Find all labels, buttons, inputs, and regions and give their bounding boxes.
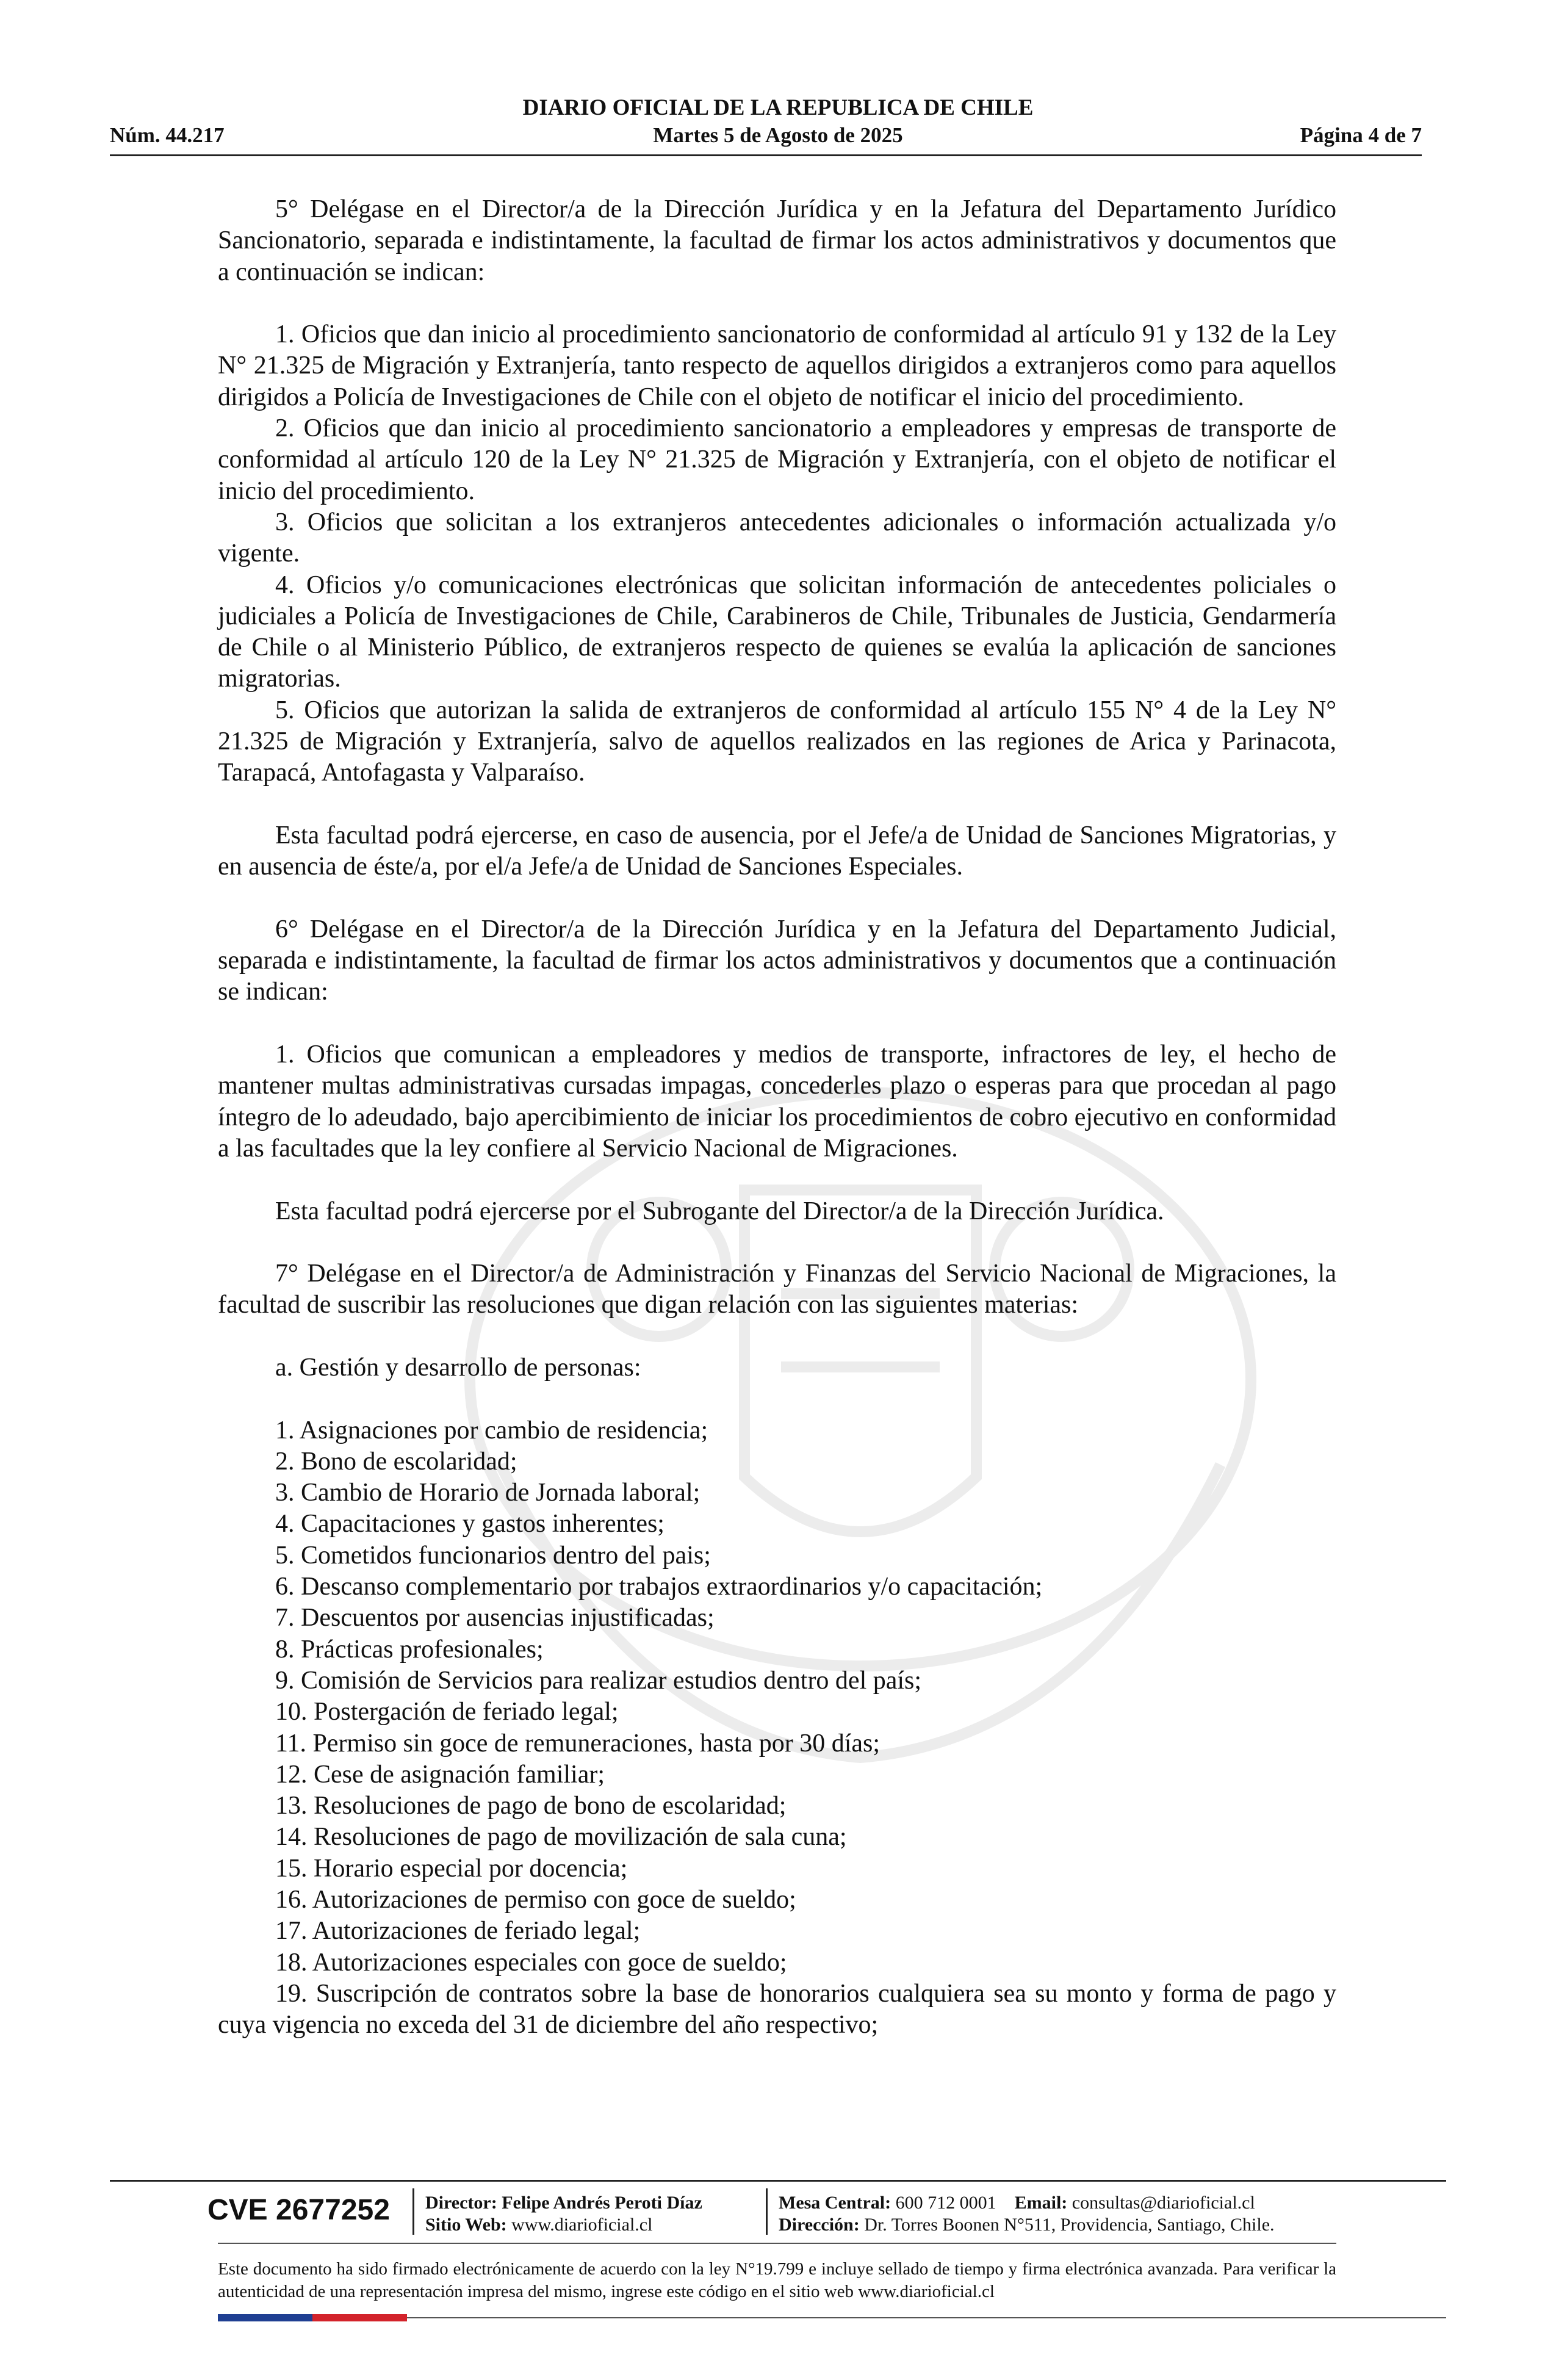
list-item: 17. Autorizaciones de feriado legal; xyxy=(275,1917,641,1945)
list-item: 9. Comisión de Servicios para realizar estudios dentro del país; xyxy=(275,1666,922,1695)
footer-divider-mid xyxy=(218,2243,1336,2244)
list-item: 13. Resoluciones de pago de bono de escolaridad; xyxy=(275,1792,787,1820)
paragraph-delegation-note: Esta facultad podrá ejercerse, en caso de ausencia, por el Jefe/a de Unidad de Sanciones Migratorias, y en ausencia de éste/a, por el/a Jefe/a de Unidad de Sanciones Especiales. xyxy=(218,821,1336,881)
list-item: 11. Permiso sin goce de remuneraciones, hasta por 30 días; xyxy=(275,1729,881,1758)
list-item: 6. Descanso complementario por trabajos extraordinarios y/o capacitación; xyxy=(275,1573,1043,1601)
list-item: 5. Oficios que autorizan la salida de extranjeros de conformidad al artículo 155 N° 4 de la Ley N° 21.325 de Migración y Extranjería, salvo de aquellos realizados en las regiones de Arica y Parinacota, Tarapacá, Antofagasta y Valparaíso. xyxy=(218,696,1336,787)
list-item: 7. Descuentos por ausencias injustificadas; xyxy=(275,1604,715,1632)
list-item: 16. Autorizaciones de permiso con goce de sueldo; xyxy=(275,1886,796,1914)
list-item: 8. Prácticas profesionales; xyxy=(275,1635,544,1664)
page-number: Página 4 de 7 xyxy=(1300,123,1422,147)
footer-separator xyxy=(766,2188,768,2235)
list-item: 3. Cambio de Horario de Jornada laboral; xyxy=(275,1479,701,1507)
list-item: 14. Resoluciones de pago de movilización de sala cuna; xyxy=(275,1823,847,1852)
footer-separator xyxy=(412,2188,414,2235)
materias-list xyxy=(218,1415,1336,2041)
signature-legal-notice: Este documento ha sido firmado electrónicamente de acuerdo con la ley N°19.799 e incluye sellado de tiempo y firma electrónica avanzada. Para verificar la autenticidad de una representación impresa del mismo, ingrese este código en el sitio web www.diarioficial.cl xyxy=(218,2259,1336,2301)
list-item: 18. Autorizaciones especiales con goce de sueldo; xyxy=(275,1948,787,1977)
list-item: 4. Capacitaciones y gastos inherentes; xyxy=(275,1510,665,1538)
mesa-phone: 600 712 0001 xyxy=(895,2193,996,2213)
footer-divider-top xyxy=(110,2180,1446,2182)
direccion-label: Dirección: xyxy=(779,2215,860,2235)
paragraph-subrogante-note: Esta facultad podrá ejercerse por el Subrogante del Director/a de la Dirección Jurídica. xyxy=(275,1197,1164,1225)
list-item: 15. Horario especial por docencia; xyxy=(275,1854,628,1883)
director-label: Director: xyxy=(425,2193,497,2213)
web-link[interactable]: www.diarioficial.cl xyxy=(511,2215,653,2235)
list-item: 12. Cese de asignación familiar; xyxy=(275,1760,605,1789)
flag-bar-red xyxy=(312,2314,407,2321)
list-item: 4. Oficios y/o comunicaciones electrónicas que solicitan información de antecedentes policiales o judiciales a Policía de Investigaciones de Chile, Carabineros de Chile, Tribunales de Justicia, Gendarmería de Chile o al Ministerio Público, de extranjeros respecto de quienes se evalúa la aplicación de sanciones migratorias. xyxy=(218,571,1336,693)
footer-divider-bottom xyxy=(407,2317,1446,2318)
mesa-label: Mesa Central: xyxy=(779,2193,891,2213)
director-name: Felipe Andrés Peroti Díaz xyxy=(502,2193,702,2213)
cve-code: CVE 2677252 xyxy=(207,2194,390,2226)
list-item: 2. Bono de escolaridad; xyxy=(275,1447,517,1476)
list-item: 5. Cometidos funcionarios dentro del pais; xyxy=(275,1541,711,1570)
list-item: 2. Oficios que dan inicio al procedimiento sancionatorio a empleadores y empresas de transporte de conformidad al artículo 120 de la Ley N° 21.325 de Migración y Extranjería, con el objeto de notificar el inicio del procedimiento. xyxy=(218,414,1336,505)
list-item: 1. Oficios que comunican a empleadores y medios de transporte, infractores de ley, el hecho de mantener multas administrativas cursadas impagas, concederles plazo o esperas para que procedan al pago íntegro de lo adeudado, bajo apercibimiento de iniciar los procedimientos de cobro ejecutivo en conformidad a las facultades que la ley confiere al Servicio Nacional de Migraciones. xyxy=(218,1040,1336,1163)
email-label: Email: xyxy=(1014,2193,1068,2213)
document-body xyxy=(218,194,1336,2041)
paragraph-section-6: 6° Delégase en el Director/a de la Dirección Jurídica y en la Jefatura del Departamento Judicial, separada e indistintamente, la facultad de firmar los actos administrativos y documentos que a continuación se indican: xyxy=(218,915,1336,1006)
footer-director-block xyxy=(425,2192,702,2236)
paragraph-section-7: 7° Delégase en el Director/a de Administración y Finanzas del Servicio Nacional de Migraciones, la facultad de suscribir las resoluciones que digan relación con las siguientes materias: xyxy=(218,1260,1336,1319)
list-item: 1. Oficios que dan inicio al procedimiento sancionatorio de conformidad al artículo 91 y 132 de la Ley N° 21.325 de Migración y Extranjería, tanto respecto de aquellos dirigidos a extranjeros como para aquellos dirigidos a Policía de Investigaciones de Chile con el objeto de notificar el inicio del procedimiento. xyxy=(218,320,1336,411)
paragraph-section-5: 5° Delégase en el Director/a de la Dirección Jurídica y en la Jefatura del Departamento Jurídico Sancionatorio, separada e indistintamente, la facultad de firmar los actos administrativos y documentos que a continuación se indican: xyxy=(218,195,1336,286)
list-item: 10. Postergación de feriado legal; xyxy=(275,1698,619,1726)
direccion-value: Dr. Torres Boonen N°511, Providencia, Santiago, Chile. xyxy=(864,2215,1275,2235)
list-item: 1. Asignaciones por cambio de residencia; xyxy=(275,1416,708,1444)
web-label: Sitio Web: xyxy=(425,2215,507,2235)
newspaper-title: DIARIO OFICIAL DE LA REPUBLICA DE CHILE xyxy=(522,95,1034,120)
header-divider xyxy=(110,154,1422,156)
subheading-gestion-personas: a. Gestión y desarrollo de personas: xyxy=(275,1353,641,1382)
issue-date: Martes 5 de Agosto de 2025 xyxy=(653,123,903,147)
email-link[interactable]: consultas@diarioficial.cl xyxy=(1072,2193,1255,2213)
footer-contact-block xyxy=(779,2192,1275,2236)
list-item: 3. Oficios que solicitan a los extranjeros antecedentes adicionales o información actualizada y/o vigente. xyxy=(218,508,1336,568)
list-item: 19. Suscripción de contratos sobre la base de honorarios cualquiera sea su monto y forma de pago y cuya vigencia no exceda del 31 de diciembre del año respectivo; xyxy=(218,1979,1336,2039)
flag-bar-blue xyxy=(218,2314,312,2321)
issue-number: Núm. 44.217 xyxy=(110,123,225,147)
